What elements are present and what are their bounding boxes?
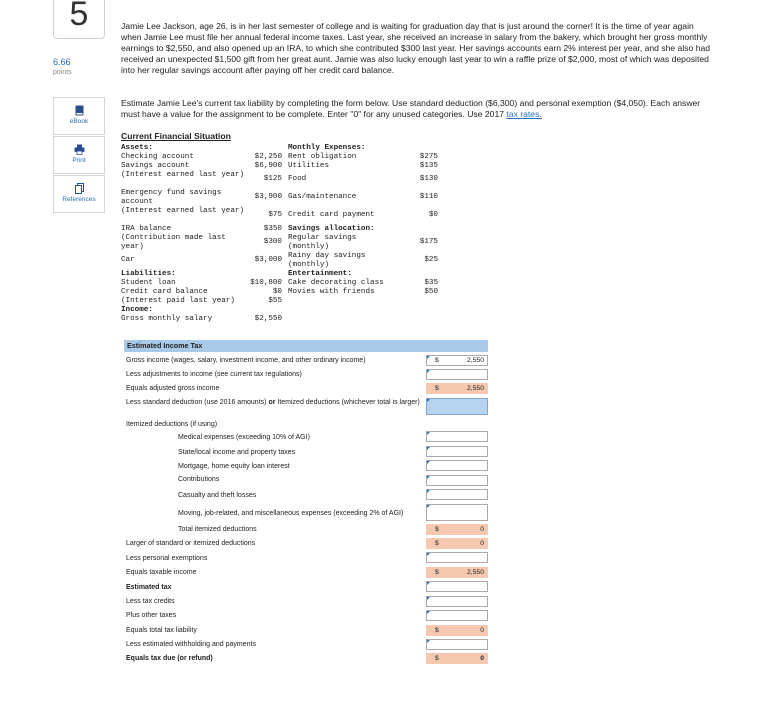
asset-value: $350 [263, 225, 282, 233]
savings-value: $25 [424, 256, 438, 264]
entertainment-label: Movies with friends [288, 288, 375, 296]
entertainment-label: Cake decorating class [288, 279, 384, 287]
currency-symbol: $ [435, 526, 439, 533]
asset-label: Emergency fund savings account [121, 189, 222, 206]
liability-value: $0 [272, 288, 282, 296]
currency-symbol: $ [435, 655, 439, 662]
row-label: Mortgage, home equity loan interest [178, 463, 290, 470]
references-button[interactable] [53, 175, 105, 213]
exemptions-input[interactable] [426, 552, 488, 563]
question-number: 5 [53, 0, 105, 39]
ebook-label: eBook [69, 118, 89, 125]
tax-credits-input[interactable] [426, 596, 488, 607]
references-label: References [62, 196, 96, 203]
tax-row-gross-income [124, 355, 488, 367]
liability-value: $55 [268, 297, 282, 305]
expenses-header: Monthly Expenses: [288, 144, 366, 152]
tax-row-deduction [124, 397, 488, 417]
tax-row-total-liability [124, 625, 488, 637]
row-label: Medical expenses (exceeding 10% of AGI) [178, 434, 310, 441]
asset-value: $2,250 [254, 153, 282, 161]
row-label: Equals tax due (or refund) [126, 655, 213, 662]
gross-income-input[interactable]: $ 2,550 [426, 355, 488, 366]
income-header: Income: [121, 306, 153, 314]
casualty-input[interactable] [426, 489, 488, 500]
asset-label: Car [121, 256, 135, 264]
asset-value: $125 [263, 175, 282, 183]
row-label: Estimated tax [126, 584, 172, 591]
tax-row-mortgage [124, 460, 488, 472]
ebook-button[interactable] [53, 97, 105, 135]
expense-value: $135 [419, 162, 438, 170]
asset-value: $6,900 [254, 162, 282, 170]
tax-row-state-local [124, 446, 488, 458]
tax-row-larger-deduction [124, 538, 488, 550]
tax-row-contributions [124, 475, 488, 487]
currency-symbol: $ [435, 385, 439, 392]
savings-value: $175 [419, 238, 438, 246]
expense-label: Utilities [288, 162, 330, 170]
tax-row-other-taxes [124, 610, 488, 622]
mortgage-input[interactable] [426, 460, 488, 471]
row-label: Larger of standard or itemized deductions [126, 540, 256, 547]
expense-value: $110 [419, 193, 438, 201]
row-label: Itemized deductions (if using) [126, 421, 218, 428]
asset-label: Savings account [121, 162, 190, 170]
liability-label: Credit card balance [121, 288, 208, 296]
row-label: Less personal exemptions [126, 555, 208, 562]
moving-input[interactable] [426, 504, 488, 521]
tax-row-taxable-income [124, 567, 488, 579]
expense-label: Rent obligation [288, 153, 357, 161]
asset-label: Checking account [121, 153, 194, 161]
row-label: Plus other taxes [126, 612, 177, 619]
asset-value: $3,900 [254, 193, 282, 201]
total-itemized-value: $ 0 [426, 524, 488, 535]
estimated-tax-input[interactable] [426, 581, 488, 592]
tax-row-adjustments [124, 369, 488, 381]
instructions-text: Estimate Jamie Lee's current tax liability by completing the form below. Use standard deduction ($6,300) and personal exemption ($4,050). Each answer must have a value for the assignment to be complete. Enter "0" for any unused categories. Use 2017 [121, 98, 701, 119]
row-label: Gross income (wages, salary, investment income, and other ordinary income) [126, 357, 366, 364]
tax-row-exemptions [124, 552, 488, 564]
row-label: Less tax credits [126, 598, 175, 605]
larger-deduction-value: $ 0 [426, 538, 488, 549]
liability-label: Student loan [121, 279, 176, 287]
taxable-income-value: $ 2,550 [426, 567, 488, 578]
asset-label: (Contribution made last year) [121, 234, 226, 251]
print-label: Print [72, 157, 86, 164]
expense-label: Credit card payment [288, 211, 375, 219]
expense-value: $130 [419, 175, 438, 183]
tax-row-tax-due [124, 653, 488, 665]
total-liability-value: $ 0 [426, 625, 488, 636]
tax-row-casualty [124, 489, 488, 501]
medical-input[interactable] [426, 431, 488, 442]
tax-row-itemized-header [124, 420, 488, 430]
tax-row-estimated-tax [124, 581, 488, 593]
row-label: Equals adjusted gross income [126, 385, 220, 392]
problem-description: Jamie Lee Jackson, age 26, is in her last semester of college and is waiting for graduation day that is just around the corner! It is the time of year again when Jamie Lee must file her annual federal income taxes. Last year, she received an increase in salary from the bakery, which brought her gross monthly earnings to $2,550, and also opened up an IRA, to which she contributed $300 last year. Her savings accounts earn 2% interest per year, and she also had received an unexpected $1,500 gift from her great aunt. Jamie was also lucky enough last year to win a raffle prize of $2,000, most of which was deposited into her regular savings account after paying off her credit card balance. [121, 21, 711, 75]
savings-label: Regular savings (monthly) [288, 234, 357, 251]
asset-label: IRA balance [121, 225, 172, 233]
row-label: Less adjustments to income (see current tax regulations) [126, 371, 302, 378]
income-label: Gross monthly salary [121, 315, 213, 323]
income-value: $2,550 [254, 315, 282, 323]
other-taxes-input[interactable] [426, 610, 488, 621]
savings-label: Rainy day savings (monthly) [288, 252, 366, 269]
entertainment-value: $35 [424, 279, 438, 287]
withholding-input[interactable] [426, 639, 488, 650]
liability-value: $10,800 [250, 279, 282, 287]
row-label: Less standard deduction (use 2016 amounts) or Itemized deductions (whichever total is larger) [126, 399, 420, 406]
deduction-input[interactable] [426, 398, 488, 415]
row-label: Less estimated withholding and payments [126, 641, 256, 648]
instructions [121, 98, 711, 120]
tax-row-credits [124, 596, 488, 608]
tax-form-title: Estimated Income Tax [124, 340, 488, 352]
tax-row-withholding [124, 639, 488, 651]
currency-symbol: $ [435, 357, 439, 364]
print-button[interactable] [53, 136, 105, 174]
asset-value: $3,000 [254, 256, 282, 264]
asset-value: $75 [268, 211, 282, 219]
row-label: Equals total tax liability [126, 627, 197, 634]
printer-icon [74, 144, 85, 155]
liabilities-header: Liabilities: [121, 270, 176, 278]
row-label: Casualty and theft losses [178, 492, 257, 499]
book-icon [74, 105, 85, 116]
assets-header: Assets: [121, 144, 153, 152]
tax-row-total-itemized [124, 524, 488, 536]
row-label: Equals taxable income [126, 569, 197, 576]
tax-row-moving [124, 504, 488, 522]
expense-value: $275 [419, 153, 438, 161]
adjustments-input[interactable] [426, 369, 488, 380]
asset-value: $300 [263, 238, 282, 246]
row-label: State/local income and property taxes [178, 449, 296, 456]
contributions-input[interactable] [426, 475, 488, 486]
expense-label: Gas/maintenance [288, 193, 357, 201]
expense-label: Food [288, 175, 307, 183]
row-label: Total itemized deductions [178, 526, 257, 533]
points-value: 6.66 [53, 57, 71, 67]
liability-label: (Interest paid last year) [121, 297, 235, 305]
currency-symbol: $ [435, 540, 439, 547]
agi-value: $ 2,550 [426, 383, 488, 394]
tax-row-medical [124, 431, 488, 443]
currency-symbol: $ [435, 569, 439, 576]
row-label: Moving, job-related, and miscellaneous expenses (exceeding 2% of AGI) [178, 510, 404, 517]
row-label: Contributions [178, 476, 220, 483]
state-local-input[interactable] [426, 446, 488, 457]
points-label: points [53, 69, 72, 76]
tax-due-value: $ 0 [426, 653, 488, 664]
tax-rates-link[interactable]: tax rates. [506, 109, 542, 119]
asset-label: (Interest earned last year) [121, 207, 245, 215]
entertainment-value: $50 [424, 288, 438, 296]
savings-header: Savings allocation: [288, 225, 375, 233]
references-icon [74, 183, 85, 194]
tax-row-agi [124, 383, 488, 395]
currency-symbol: $ [435, 627, 439, 634]
entertainment-header: Entertainment: [288, 270, 352, 278]
financial-situation-title: Current Financial Situation [121, 131, 231, 141]
expense-value: $0 [428, 211, 438, 219]
asset-label: (Interest earned last year) [121, 171, 245, 179]
